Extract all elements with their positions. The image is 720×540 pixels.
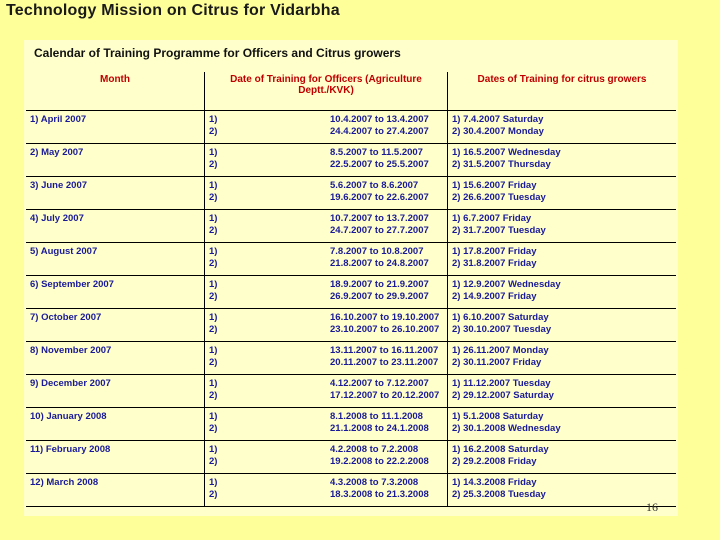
officers-dates-cell — [326, 111, 448, 144]
number-cell — [205, 309, 327, 342]
month-cell — [26, 309, 205, 342]
item-number: 2) — [209, 126, 218, 137]
grower-training-date: 2) 31.8.2007 Friday — [452, 258, 537, 269]
officers-dates-cell — [326, 342, 448, 375]
number-cell — [205, 144, 327, 177]
month-cell — [26, 375, 205, 408]
number-cell — [205, 441, 327, 474]
month-header: Month — [26, 72, 205, 111]
table-row — [26, 309, 676, 342]
officer-training-date: 10.7.2007 to 13.7.2007 — [330, 213, 429, 224]
calendar-title: Calendar of Training Programme for Officers and Citrus growers — [34, 46, 401, 60]
officers-dates-cell — [326, 375, 448, 408]
grower-training-date: 1) 15.6.2007 Friday — [452, 180, 537, 191]
growers-dates-cell — [448, 309, 677, 342]
month-label: 2) May 2007 — [30, 147, 84, 158]
officer-training-date: 19.2.2008 to 22.2.2008 — [330, 456, 429, 467]
grower-training-date: 1) 17.8.2007 Friday — [452, 246, 537, 257]
month-label: 6) September 2007 — [30, 279, 114, 290]
grower-training-date: 2) 30.4.2007 Monday — [452, 126, 544, 137]
grower-training-date: 1) 26.11.2007 Monday — [452, 345, 549, 356]
month-label: 7) October 2007 — [30, 312, 102, 323]
item-number: 2) — [209, 258, 218, 269]
officers-dates-cell — [326, 144, 448, 177]
grower-training-date: 1) 6.10.2007 Saturday — [452, 312, 549, 323]
grower-training-date: 1) 16.5.2007 Wednesday — [452, 147, 561, 158]
table-row — [26, 342, 676, 375]
grower-training-date: 2) 26.6.2007 Tuesday — [452, 192, 546, 203]
number-cell — [205, 243, 327, 276]
item-number: 1) — [209, 378, 218, 389]
officer-training-date: 22.5.2007 to 25.5.2007 — [330, 159, 429, 170]
officer-training-date: 8.1.2008 to 11.1.2008 — [330, 411, 423, 422]
item-number: 1) — [209, 246, 218, 257]
grower-training-date: 2) 30.10.2007 Tuesday — [452, 324, 552, 335]
officer-training-date: 7.8.2007 to 10.8.2007 — [330, 246, 424, 257]
officer-training-date: 8.5.2007 to 11.5.2007 — [330, 147, 423, 158]
officer-training-date: 10.4.2007 to 13.4.2007 — [330, 114, 429, 125]
table-row — [26, 243, 676, 276]
officer-training-date: 24.7.2007 to 27.7.2007 — [330, 225, 429, 236]
officer-training-date: 23.10.2007 to 26.10.2007 — [330, 324, 440, 335]
number-cell — [205, 342, 327, 375]
item-number: 1) — [209, 147, 218, 158]
officers-dates-cell — [326, 276, 448, 309]
table-row — [26, 441, 676, 474]
item-number: 2) — [209, 159, 218, 170]
table-row — [26, 210, 676, 243]
month-label: 8) November 2007 — [30, 345, 112, 356]
grower-training-date: 2) 29.12.2007 Saturday — [452, 390, 554, 401]
officers-dates-cell — [326, 474, 448, 507]
month-label: 9) December 2007 — [30, 378, 111, 389]
month-cell — [26, 276, 205, 309]
item-number: 1) — [209, 477, 218, 488]
month-cell — [26, 342, 205, 375]
month-cell — [26, 474, 205, 507]
growers-dates-cell — [448, 342, 677, 375]
month-label: 11) February 2008 — [30, 444, 111, 455]
grower-training-date: 1) 16.2.2008 Saturday — [452, 444, 549, 455]
growers-dates-cell — [448, 144, 677, 177]
item-number: 1) — [209, 345, 218, 356]
officer-training-date: 4.12.2007 to 7.12.2007 — [330, 378, 429, 389]
item-number: 1) — [209, 114, 218, 125]
officer-training-date: 19.6.2007 to 22.6.2007 — [330, 192, 429, 203]
month-label: 1) April 2007 — [30, 114, 87, 125]
table-row — [26, 375, 676, 408]
item-number: 2) — [209, 324, 218, 335]
officer-training-date: 24.4.2007 to 27.4.2007 — [330, 126, 429, 137]
grower-training-date: 1) 11.12.2007 Tuesday — [452, 378, 551, 389]
officer-training-date: 26.9.2007 to 29.9.2007 — [330, 291, 429, 302]
item-number: 1) — [209, 279, 218, 290]
item-number: 1) — [209, 411, 218, 422]
officer-training-date: 4.2.2008 to 7.2.2008 — [330, 444, 419, 455]
growers-header: Dates of Training for citrus growers — [448, 72, 677, 111]
number-cell — [205, 210, 327, 243]
number-cell — [205, 375, 327, 408]
officers-dates-cell — [326, 210, 448, 243]
month-label: 10) January 2008 — [30, 411, 107, 422]
item-number: 2) — [209, 456, 218, 467]
growers-dates-cell — [448, 375, 677, 408]
item-number: 2) — [209, 390, 218, 401]
month-cell — [26, 144, 205, 177]
training-calendar-panel — [24, 40, 678, 516]
item-number: 1) — [209, 444, 218, 455]
item-number: 1) — [209, 180, 218, 191]
growers-dates-cell — [448, 408, 677, 441]
grower-training-date: 1) 14.3.2008 Friday — [452, 477, 537, 488]
month-label: 5) August 2007 — [30, 246, 98, 257]
item-number: 1) — [209, 213, 218, 224]
table-row — [26, 111, 676, 144]
officer-training-date: 17.12.2007 to 20.12.2007 — [330, 390, 440, 401]
officers-dates-cell — [326, 441, 448, 474]
table-row — [26, 408, 676, 441]
training-calendar-table — [26, 72, 676, 507]
item-number: 2) — [209, 489, 218, 500]
slide-title: Technology Mission on Citrus for Vidarbha — [6, 2, 340, 19]
month-label: 3) June 2007 — [30, 180, 88, 191]
officer-training-date: 16.10.2007 to 19.10.2007 — [330, 312, 440, 323]
grower-training-date: 1) 5.1.2008 Saturday — [452, 411, 544, 422]
item-number: 1) — [209, 312, 218, 323]
number-cell — [205, 111, 327, 144]
item-number: 2) — [209, 423, 218, 434]
table-row — [26, 474, 676, 507]
officer-training-date: 18.3.2008 to 21.3.2008 — [330, 489, 429, 500]
officer-training-date: 21.1.2008 to 24.1.2008 — [330, 423, 429, 434]
officer-training-date: 5.6.2007 to 8.6.2007 — [330, 180, 419, 191]
officer-training-date: 18.9.2007 to 21.9.2007 — [330, 279, 429, 290]
month-cell — [26, 243, 205, 276]
item-number: 2) — [209, 225, 218, 236]
growers-dates-cell — [448, 474, 677, 507]
officers-dates-cell — [326, 243, 448, 276]
grower-training-date: 2) 14.9.2007 Friday — [452, 291, 537, 302]
officers-dates-cell — [326, 177, 448, 210]
table-header-row — [26, 72, 676, 111]
growers-dates-cell — [448, 177, 677, 210]
grower-training-date: 1) 6.7.2007 Friday — [452, 213, 532, 224]
officers-header: Date of Training for Officers (Agriculture Deptt./KVK) — [205, 72, 448, 111]
growers-dates-cell — [448, 276, 677, 309]
officers-dates-cell — [326, 309, 448, 342]
page-number: 16 — [646, 500, 658, 514]
number-cell — [205, 177, 327, 210]
growers-dates-cell — [448, 210, 677, 243]
officer-training-date: 21.8.2007 to 24.8.2007 — [330, 258, 429, 269]
month-label: 4) July 2007 — [30, 213, 84, 224]
table-row — [26, 177, 676, 210]
grower-training-date: 2) 30.11.2007 Friday — [452, 357, 542, 368]
grower-training-date: 2) 29.2.2008 Friday — [452, 456, 537, 467]
table-row — [26, 276, 676, 309]
grower-training-date: 2) 25.3.2008 Tuesday — [452, 489, 546, 500]
officer-training-date: 20.11.2007 to 23.11.2007 — [330, 357, 439, 368]
month-cell — [26, 111, 205, 144]
number-cell — [205, 474, 327, 507]
growers-dates-cell — [448, 441, 677, 474]
grower-training-date: 2) 31.7.2007 Tuesday — [452, 225, 546, 236]
growers-dates-cell — [448, 111, 677, 144]
officers-dates-cell — [326, 408, 448, 441]
grower-training-date: 2) 31.5.2007 Thursday — [452, 159, 551, 170]
grower-training-date: 1) 7.4.2007 Saturday — [452, 114, 544, 125]
month-cell — [26, 177, 205, 210]
number-cell — [205, 276, 327, 309]
number-cell — [205, 408, 327, 441]
item-number: 2) — [209, 357, 218, 368]
month-cell — [26, 210, 205, 243]
grower-training-date: 1) 12.9.2007 Wednesday — [452, 279, 561, 290]
table-row — [26, 144, 676, 177]
month-cell — [26, 408, 205, 441]
item-number: 2) — [209, 192, 218, 203]
officer-training-date: 13.11.2007 to 16.11.2007 — [330, 345, 439, 356]
grower-training-date: 2) 30.1.2008 Wednesday — [452, 423, 561, 434]
officer-training-date: 4.3.2008 to 7.3.2008 — [330, 477, 419, 488]
month-label: 12) March 2008 — [30, 477, 99, 488]
month-cell — [26, 441, 205, 474]
item-number: 2) — [209, 291, 218, 302]
growers-dates-cell — [448, 243, 677, 276]
